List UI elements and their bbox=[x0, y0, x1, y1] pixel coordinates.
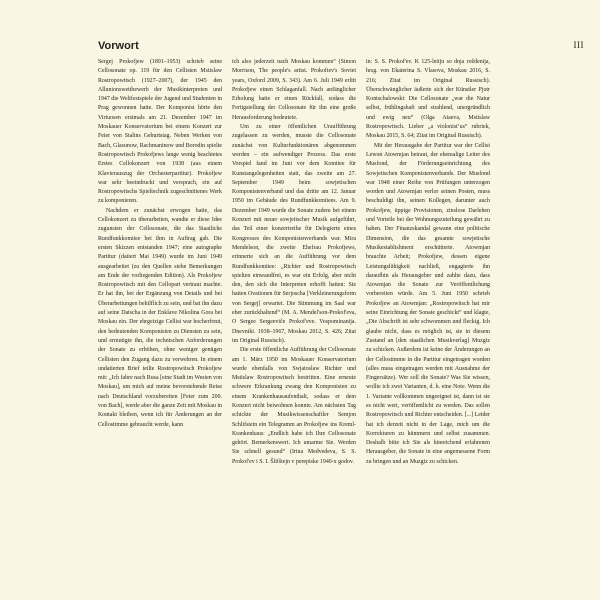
paragraph: ich also jederzeit nach Moskau kommen“ (Simon Morrison, The people's artist. Prokofiev's Soviet years, Oxford 2009, S. 343). Am 6. Juli 1949 erlitt Prokofjew einen Schlaganfall. Nach anfänglicher Erholung hatte er einen Rückfall, sodass die Fertigstellung der Cellosonate für ihn eine große Herausforderung bedeutete. bbox=[232, 59, 356, 121]
text-columns bbox=[98, 58, 490, 594]
column-3 bbox=[366, 58, 490, 594]
page-title: Vorwort bbox=[98, 40, 139, 52]
paragraph: Um zu einer öffentlichen Uraufführung zugelassen zu werden, musste die Cellosonate zunächst von Kulturfunktionären abgenommen werden – ein aufwendiger Prozess. Das erste Vorspiel fand im Juni vor dem Komitee für Kunstangelegenheiten statt, das zweite am 27. September 1949 beim sowjetischen Komponistenverband und das dritte am 12. Januar 1950 im Gebäude des Rundfunkkomitees. Am 9. Dezember 1949 wurde die Sonate zudem bei einem Konzert mit neuer sowjetischer Musik aufgeführt, das Teil einer konzertreihe für Delegierte eines Kongresses des Komponistenverbands war. Mira Mendelson, die zweite Ehefrau Prokofjews, erinnerte sich an die Aufführung vor dem Rundfunkkomitee: „Richter und Rostropowitsch spielten einwandfrei, es war ein Erfolg, aber nicht den, den sich die Interpreten erhofft hatten: Sie hatten Ovationen für Serjoscha [Verkleinerungsform von Sergej] erwartet. Die Stimmung im Saal war eher zurückhaltend“ (M. A. Mendel'son-Prokof'eva, O Sergee Sergeeviče Prokof'eve. Vospominanija. Dnevniki. 1938–1967, Moskau 2012, S. 426; Zitat im Original Russisch). bbox=[232, 124, 356, 344]
paragraph: Die erste öffentliche Aufführung der Cellosonate am 1. März 1950 im Moskauer Konservatorium wurde ebenfalls von Swjatoslaw Richter und Mstislaw Rostropowitsch bestritten. Eine erneute schwere Erkrankung zwang den Komponisten zu einem Krankenhausaufenthalt, sodass er dem Konzert nicht beiwohnen konnte. Am nächsten Tag schickte der Musikwissenschaftler Semjon Schlifstein ein Telegramm an Prokofjew ins Kreml-Krankenhaus: „Endlich habe ich Ihre Cellosonate gehört. Bemerkenswert. Ich umarme Sie. Werden Sie schnell gesund“ (Irina Medvedeva, S. S. Prokof'ev i S. I. Šlifštejn v perepiske 1940-x godov. bbox=[232, 347, 356, 465]
column-2 bbox=[232, 58, 356, 594]
page-number: III bbox=[573, 40, 584, 50]
column-1 bbox=[98, 58, 222, 594]
paragraph: Mit der Herausgabe der Partitur war der Cellist Lewon Atowmjan betraut, der ehemalige Leiter des Musfond, der Förderungseinrichtung des Sowjetischen Komponistenverbands. Der Musfond war 1948 einer Reihe von Prüfungen unterzogen worden und Atowmjan verlor seinen Posten, muss beschuldigt ihn, seinen Kollegen, darunter auch Prokofjew, üppige Provisionen, zinslose Darlehen und Vorteile bei der Wohnungszuteilung gewährt zu haben. Der Finanzskandal gewann eine politische Dimension, die das gesamte sowjetische Musikestablishment erschütterte. Atowmjan brauchte Arbeit; Prokofjew, dessen eigene Leistungsfähigkeit nachließ, engagierte ihn daraufhin als Herausgeber und zahlte dazu, dass Atowmjan die Sonate zur Veröffentlichung vorbereiten würde. Am 5. Juni 1950 schrieb Prokofjew an Atowmjan: „Rostropowitsch hat mir seine Einrichtung der Sonate geschickt“ und klagte, „Die Abschrift ist sehr schwommen und fleckig. Ich glaube nicht, dass es möglich ist, sie in diesem Zustand an [den staatlichen Musikverlag] Muzgiz zu schicken. Außerdem ist keine der Änderungen an der Cellostimme in die Partitur eingetragen worden (alles muss eingetragen werden mit Ausnahme der Fingersätze). Wer soll die Sonate? Was Sie wissen, wollte ich zwei Varianten, d. h. eine Note. Wenn die 1. Variante vollkommen ungeeignet ist, dann ist sie es nicht wert, veröffentlicht zu werden. Das sollen Rostropowitsch und Richter entscheiden. [...] Leider hat ich derzeit nicht in der Lage, mich um die Korrekturen zu kümmern und selbst zusammen. Deshalb bitte ich Sie als hinreichend erfahrenen Herausgeber, die Sonate in eine angemessene Form zu bringen und an Muzgiz zu schicken. bbox=[366, 142, 490, 465]
paragraph: Sergej Prokofjew (1891–1953) schrieb seine Cellosonate op. 119 für den Cellisten Mstislaw Rostropowitsch (1927–2007), der 1945 den Allunionswettbewerb der Musikinterpreten und 1947 die Weltfestspiele der Jugend und Studenten in Prag gewonnen hatte. Der Komponist hörte den Virtuosen erstmals am 21. Dezember 1947 im Moskauer Konservatorium bei einem Konzert zur Feier von Stalins Geburtstag. Neben Werken von Bach, Glasunow, Rachmaninow und Borodin spielte Rostropowitsch Prokofjews lange wenig beachtetes Erstes Cellokonzert von 1938 (aus einem Klavierauszug der Orchesterpartitur). Prokofjew war sehr beeindruckt und versprach, ein auf Rostropowitschs Spieltechnik zugeschnittenes Werk zu komponieren. bbox=[98, 59, 222, 205]
paragraph: Nachdem er zunächst erwogen hatte, das Cellokonzert zu überarbeiten, wandte er diese Idee zugunsten der Cellosonate, die das Staatliche Rundfunkkomitee bei ihm in Auftrag gab. Die ersten Skizzen entstanden 1947; eine autographe Partitur (datiert Mai 1949) wurde im Juni 1949 ausgearbeitet (zu den Quellen siehe Bemerkungen am Ende der vorliegenden Edition). Als Prokofjew Rostropowitsch mit den Cellopart vertraut machte. Er hat ihn, bei der Ergänzung von Details und bei Überarbeitungen behilflich zu sein, und bat ihn dazu auf seine Datscha in der Enklave Nikolina Gora bei Moskau ein. Der ehrgeizige Cellist war hocherfreut, den bedeutenden Komponisten zu Diensten zu sein, und ermutigte ihn, die technischen Anforderungen der Sonate zu erhöhen, ohne weniger genügen Cellisten den Zugang dazu zu verwehren. In einem undatierten Brief teilte Rostropowitsch Prokofjew mit: „Ich fahre nach Rusa [eine Stadt im Westen von Moskau], um mich auf meine bevorstehende Reise nach Deutschland vorzubereiten [Feier zum 200. von Bach], werde aber die ganze Zeit mit Moskau in Kontakt bleiben, wenn ich für Änderungen an der Cellostimme gebraucht werde, kann bbox=[98, 207, 222, 428]
paragraph: in: S. S. Prokof'ev. K 125-letiju so dnja roždenija, hrsg. von Ekaterina S. Vlasova, Moskau 2016, S. 216; Zitat im Original Russisch). Überschwänglicher äußerte sich der Künstler Pjotr Kontschalowski: Die Cellosonate „war die Natur selbst, frühlingshaft und strahlend, unergründlich und ewig neu“ (Olga Ataeva, Mstislaw Rostropowitsch. Lieber „a violonist’us“ rubriek, Moskau 2015, S. 64; Zitat im Original Russisch). bbox=[366, 59, 490, 140]
